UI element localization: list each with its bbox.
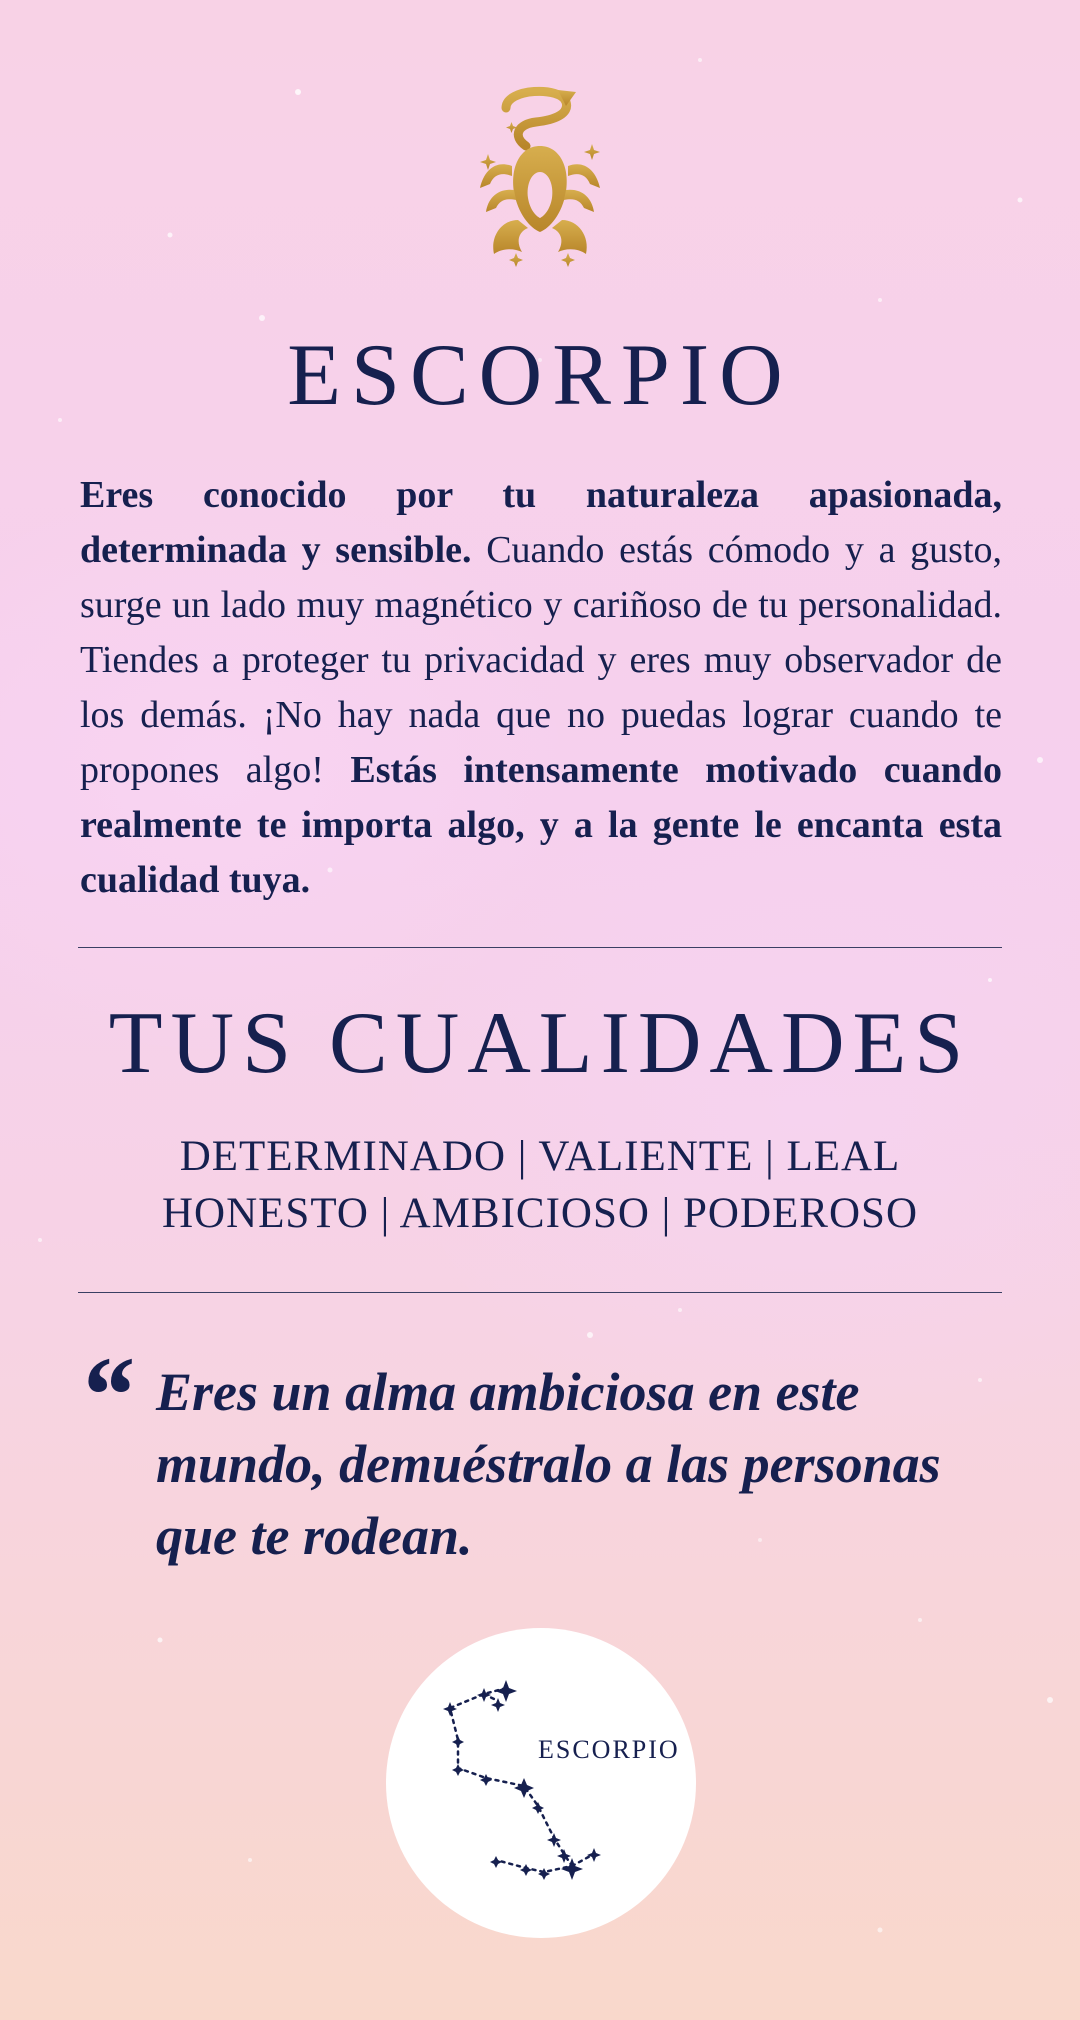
constellation-badge: [386, 1628, 696, 1938]
divider-top: [78, 947, 1002, 948]
description-bold-intro: Eres conocido por tu naturaleza apasionada, determinada y sensible.: [80, 474, 1002, 571]
description-bold-outro: Estás intensamente motivado cuando realmente te importa algo, y a la gente le encanta esta cualidad tuya.: [80, 749, 1002, 901]
divider-bottom: [78, 1292, 1002, 1293]
page-title: ESCORPIO: [287, 327, 793, 424]
quote-text: Eres un alma ambiciosa en este mundo, demuéstralo a las personas que te rodean.: [156, 1362, 941, 1566]
quote-mark-icon: “: [78, 1334, 133, 1456]
description-body: Cuando estás cómodo y a gusto, surge un lado muy magnético y cariñoso de tu personalidad. Tiendes a proteger tu privacidad y eres muy observador de los demás. ¡No hay nada que no puedas lograr cuando te propones algo!: [80, 529, 1003, 791]
constellation-label: ESCORPIO: [538, 1735, 680, 1764]
scorpion-emblem-icon: [466, 80, 614, 270]
qualities-line-2: HONESTO | AMBICIOSO | PODEROSO: [161, 1190, 919, 1237]
qualities-heading: TUS CUALIDADES: [108, 995, 972, 1092]
qualities-line-1: DETERMINADO | VALIENTE | LEAL: [179, 1133, 901, 1180]
scorpio-constellation-icon: [386, 1628, 696, 1938]
sign-description: [80, 468, 1002, 908]
